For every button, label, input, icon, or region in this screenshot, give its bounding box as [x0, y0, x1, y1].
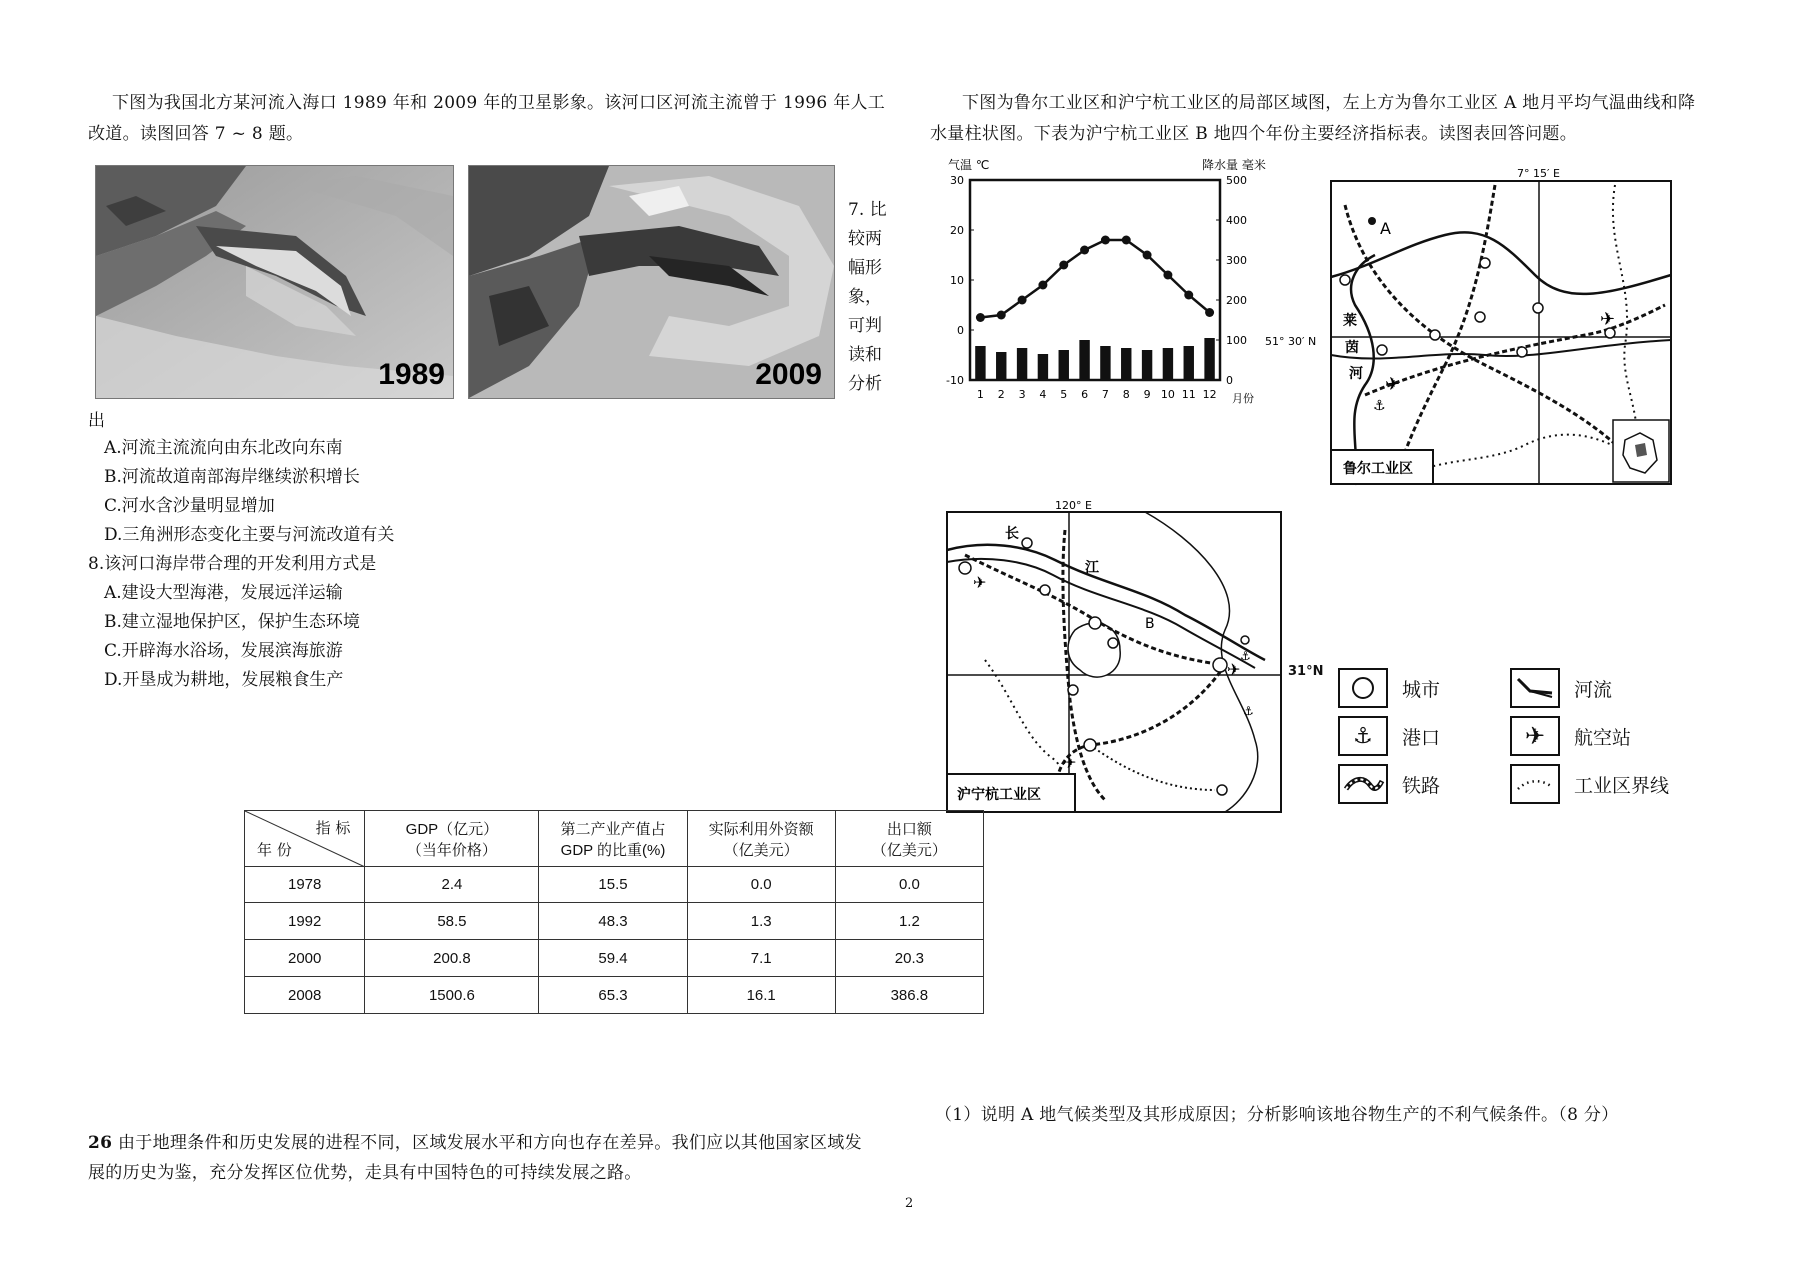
table-header-gdp: GDP（亿元） （当年价格） — [365, 811, 539, 867]
hnh-map-title: 沪宁杭工业区 — [957, 787, 1041, 803]
legend-boundary-label: 工业区界线 — [1574, 774, 1670, 797]
chart-ylabel-left: 气温 ℃ — [948, 158, 990, 172]
q7-tail: 出 — [88, 411, 105, 431]
q8-option-c: C.开辟海水浴场，发展滨海旅游 — [104, 641, 343, 661]
q7-vert-4: 可判 — [848, 316, 882, 336]
legend-port — [1338, 716, 1538, 756]
table-corner-top: 指 标 — [315, 819, 351, 837]
temp-point — [1038, 281, 1047, 290]
chart-x-ticks — [977, 388, 1217, 401]
ruhr-map — [1265, 165, 1680, 490]
x-tick-label: 5 — [1060, 388, 1068, 401]
hnh-airport-icon: ✈ — [973, 573, 987, 592]
x-tick-label: 9 — [1143, 388, 1151, 401]
precip-bar — [1038, 354, 1048, 380]
hnh-river-label-0: 长 — [1005, 526, 1019, 542]
temp-point — [1205, 308, 1214, 317]
ruhr-map-title: 鲁尔工业区 — [1343, 461, 1413, 477]
left-tick-label: 10 — [950, 274, 964, 287]
chart-frame — [970, 180, 1220, 380]
precip-bar — [1184, 346, 1194, 380]
legend-city-label: 城市 — [1402, 678, 1441, 701]
q7-vert-2: 幅形 — [848, 258, 882, 278]
legend-river — [1510, 668, 1710, 708]
table-row: 2008 1500.6 65.3 16.1 386.8 — [245, 977, 984, 1014]
hnh-meridian: 120° E — [1055, 499, 1092, 512]
temp-line — [980, 240, 1209, 318]
temp-point — [1101, 236, 1110, 245]
right-tick-label: 400 — [1226, 214, 1247, 227]
precip-bar — [996, 352, 1006, 380]
temp-point — [997, 311, 1006, 320]
q8-option-d: D.开垦成为耕地，发展粮食生产 — [104, 670, 344, 690]
precip-bar — [1100, 346, 1110, 380]
q7-vertical-text — [848, 196, 892, 399]
q7-vert-6: 分析 — [848, 374, 882, 394]
right-tick-label: 0 — [1226, 374, 1233, 387]
legend-airport — [1510, 716, 1710, 756]
economic-indicators-table — [244, 810, 984, 1014]
x-tick-label: 10 — [1160, 388, 1175, 401]
right-tick-label: 200 — [1226, 294, 1247, 307]
q8-stem: 8.该河口海岸带合理的开发利用方式是 — [88, 554, 377, 574]
ruhr-airport-icon-2: ✈ — [1385, 374, 1401, 395]
ruhr-label-A: A — [1380, 219, 1391, 238]
right-intro-line1: 下图为鲁尔工业区和沪宁杭工业区的局部区域图，左上方为鲁尔工业区 A 地月平均气温曲线和降 — [962, 93, 1696, 113]
q7-vert-1: 较两 — [848, 229, 882, 249]
satellite-photo-1989 — [95, 165, 454, 399]
satellite-photo-2009 — [468, 165, 835, 399]
q7-option-a: A.河流主流流向由东北改向东南 — [104, 438, 343, 458]
right-tick-label: 300 — [1226, 254, 1247, 267]
table-header-fdi: 实际利用外资额 （亿美元） — [687, 811, 835, 867]
photo-year-1989: 1989 — [378, 358, 445, 391]
x-tick-label: 1 — [976, 388, 984, 401]
x-tick-label: 11 — [1181, 388, 1196, 401]
q7-option-d: D.三角洲形态变化主要与河流改道有关 — [104, 525, 395, 545]
q7-options — [104, 434, 394, 550]
hnh-airport-icon-2: ✈ — [1227, 660, 1241, 679]
temp-point — [1184, 291, 1193, 300]
chart-temp-line — [976, 236, 1214, 323]
temp-point — [1018, 296, 1027, 305]
left-tick-label: -10 — [946, 374, 964, 387]
railway-icon — [1342, 771, 1384, 797]
left-tick-label: 30 — [950, 174, 964, 187]
table-row: 1992 58.5 48.3 1.3 1.2 — [245, 903, 984, 940]
table-row: 1978 2.4 15.5 0.0 0.0 — [245, 867, 984, 903]
left-intro-line2: 改道。读图回答 7 ~ 8 题。 — [88, 124, 304, 144]
legend-boundary — [1510, 764, 1740, 804]
temp-point — [1080, 246, 1089, 255]
ruhr-airport-icon: ✈ — [1600, 309, 1616, 330]
hnh-label-B: B — [1145, 616, 1155, 632]
legend-city — [1338, 668, 1538, 708]
ruhr-port-icon: ⚓ — [1373, 398, 1386, 414]
left-tick-label: 0 — [957, 324, 964, 337]
ruhr-parallel: 51° 30′ N — [1265, 335, 1317, 348]
x-tick-label: 7 — [1101, 388, 1109, 401]
q8-option-a: A.建设大型海港，发展远洋运输 — [104, 583, 343, 603]
left-tick-label: 20 — [950, 224, 964, 237]
table-corner-bottom: 年 份 — [257, 841, 292, 859]
x-tick-label: 2 — [997, 388, 1005, 401]
photo-year-2009: 2009 — [755, 358, 822, 391]
precip-bar — [1017, 348, 1027, 380]
legend-airport-label: 航空站 — [1574, 726, 1632, 749]
chart-ylabel-right: 降水量 毫米 — [1202, 158, 1266, 172]
right-intro-line2: 水量柱状图。下表为沪宁杭工业区 B 地四个年份主要经济指标表。读图表回答问题。 — [930, 124, 1577, 144]
precip-bar — [1163, 348, 1173, 380]
table-header-secondary: 第二产业产值占 GDP 的比重(%) — [539, 811, 687, 867]
table-corner-cell — [245, 811, 365, 867]
legend-river-label: 河流 — [1574, 678, 1613, 701]
city-icon — [1350, 675, 1376, 701]
temp-point — [1163, 271, 1172, 280]
temp-point — [1122, 236, 1131, 245]
river-icon — [1514, 675, 1556, 701]
hnh-parallel: 31°N — [1288, 664, 1324, 679]
hnh-river-label-1: 江 — [1085, 560, 1099, 576]
x-tick-label: 4 — [1039, 388, 1047, 401]
hnh-port-icon-2: ⚓ — [1243, 704, 1254, 718]
q26-text-1: 由于地理条件和历史发展的进程不同，区域发展水平和方向也存在差异。我们应以其他国家区域发 — [117, 1133, 862, 1153]
airplane-icon: ✈ — [1524, 722, 1546, 750]
ruhr-river-label-1: 茵 — [1345, 340, 1359, 356]
sub-question-1: （1）说明 A 地气候类型及其形成原因；分析影响该地谷物生产的不利气候条件。（8 分） — [935, 1105, 1619, 1125]
precip-bar — [1059, 350, 1069, 380]
precip-bar — [1204, 338, 1214, 380]
q26-number: 26 — [88, 1133, 113, 1153]
legend-railway-label: 铁路 — [1402, 774, 1441, 797]
x-tick-label: 12 — [1202, 388, 1217, 401]
x-tick-label: 8 — [1122, 388, 1130, 401]
left-intro-line1: 下图为我国北方某河流入海口 1989 年和 2009 年的卫星影象。该河口区河流主流曾于 1996 年人工 — [112, 93, 886, 113]
chart-bars — [975, 338, 1215, 380]
table-row: 2000 200.8 59.4 7.1 20.3 — [245, 940, 984, 977]
legend-railway — [1338, 764, 1538, 804]
ruhr-river-label-0: 莱 — [1343, 313, 1357, 329]
boundary-icon — [1514, 771, 1556, 797]
hnh-airport-icon-3: ✈ — [1063, 753, 1077, 772]
q7-option-c: C.河水含沙量明显增加 — [104, 496, 275, 516]
precip-bar — [1079, 340, 1089, 380]
right-tick-label: 500 — [1226, 174, 1247, 187]
x-tick-label: 3 — [1018, 388, 1026, 401]
page-number: 2 — [905, 1196, 914, 1211]
table-header-export: 出口额 （亿美元） — [835, 811, 983, 867]
q7-vert-0: 7. 比 — [848, 200, 887, 220]
temp-point — [1143, 251, 1152, 260]
hnh-map — [945, 500, 1285, 815]
q7-option-b: B.河流故道南部海岸继续淤积增长 — [104, 467, 360, 487]
q8-options — [104, 579, 360, 695]
hnh-port-icon: ⚓ — [1240, 649, 1251, 663]
anchor-icon: ⚓ — [1353, 723, 1373, 749]
ruhr-river-label-2: 河 — [1349, 366, 1363, 382]
ruhr-meridian: 7° 15′ E — [1517, 167, 1560, 180]
q26-line1 — [88, 1128, 908, 1158]
q7-vert-3: 象， — [848, 287, 882, 307]
precip-bar — [1121, 348, 1131, 380]
q8-option-b: B.建立湿地保护区，保护生态环境 — [104, 612, 360, 632]
climate-chart — [940, 155, 1280, 410]
precip-bar — [975, 346, 985, 380]
x-tick-label: 6 — [1081, 388, 1089, 401]
temp-point — [1059, 261, 1068, 270]
q7-vert-5: 读和 — [848, 345, 882, 365]
right-tick-label: 100 — [1226, 334, 1247, 347]
precip-bar — [1142, 350, 1152, 380]
q26-line2: 展的历史为鉴，充分发挥区位优势，走具有中国特色的可持续发展之路。 — [88, 1163, 642, 1183]
chart-x-unit: 月份 — [1232, 392, 1254, 405]
legend-port-label: 港口 — [1402, 726, 1441, 749]
temp-point — [976, 313, 985, 322]
